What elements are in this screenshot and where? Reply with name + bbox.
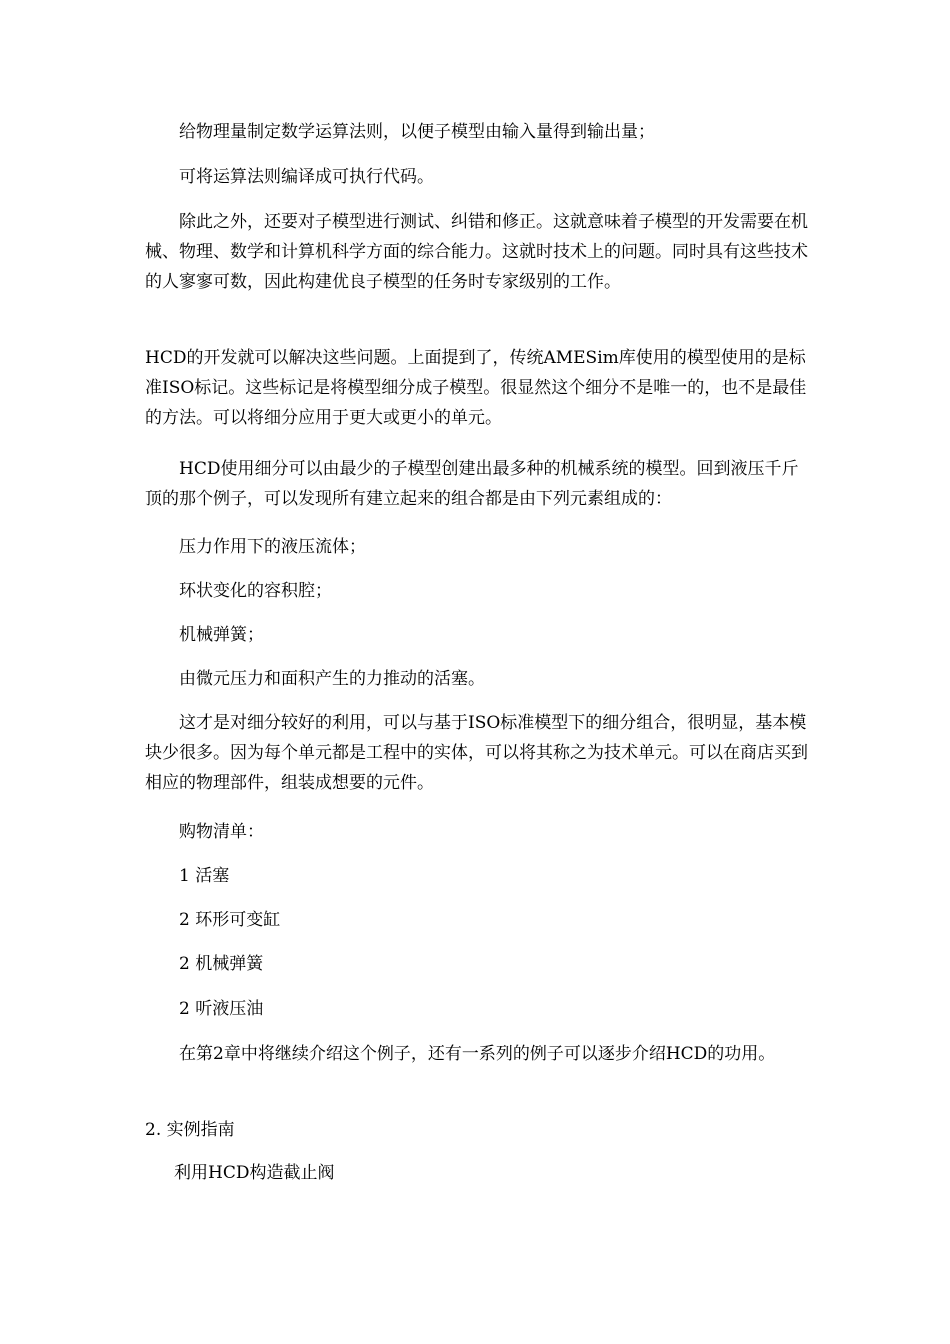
list-item-piston: 由微元压力和面积产生的力推动的活塞。 [179,669,485,689]
shopping-list-item: 2 机械弹簧 [179,954,264,974]
paragraph-technical-units: 这才是对细分较好的利用，可以与基于ISO标准模型下的细分组合，很明显，基本模块少很多。因为每个单元都是工程中的实体，可以将其称之为技术单元。可以在商店买到相应的物理部件，组装成想要的元件。 [145,713,808,793]
paragraph-testing: 除此之外，还要对子模型进行测试、纠错和修正。这就意味着子模型的开发需要在机械、物理、数学和计算机科学方面的综合能力。这就时技术上的问题。同时具有这些技术的人寥寥可数，因此构建优良子模型的任务时专家级别的工作。 [145,212,808,292]
shopping-list-item: 2 环形可变缸 [179,910,281,930]
subsection-heading: 利用HCD构造截止阀 [174,1163,335,1183]
list-item-hydraulic-fluid: 压力作用下的液压流体； [179,537,366,557]
paragraph-chapter-two: 在第2章中将继续介绍这个例子，还有一系列的例子可以逐步介绍HCD的功用。 [179,1044,776,1064]
shopping-list-title: 购物清单： [179,822,264,842]
list-item-volume-chamber: 环状变化的容积腔； [179,581,332,601]
paragraph-hcd-development: HCD的开发就可以解决这些问题。上面提到了，传统AMESim库使用的模型使用的是标准ISO标记。这些标记是将模型细分成子模型。很显然这个细分不是唯一的，也不是最佳的方法。可以将细分应用于更大或更小的单元。 [145,348,807,428]
paragraph-hcd-subdivision: HCD使用细分可以由最少的子模型创建出最多种的机械系统的模型。回到液压千斤顶的那个例子，可以发现所有建立起来的组合都是由下列元素组成的： [145,459,799,509]
list-item-mechanical-spring: 机械弹簧； [179,625,264,645]
section-heading: 2. 实例指南 [145,1120,235,1140]
paragraph-compile-code: 可将运算法则编译成可执行代码。 [179,167,434,187]
shopping-list-item: 1 活塞 [179,866,230,886]
paragraph-operation-rules: 给物理量制定数学运算法则，以便子模型由输入量得到输出量； [179,122,655,142]
shopping-list-item: 2 听液压油 [179,999,264,1019]
